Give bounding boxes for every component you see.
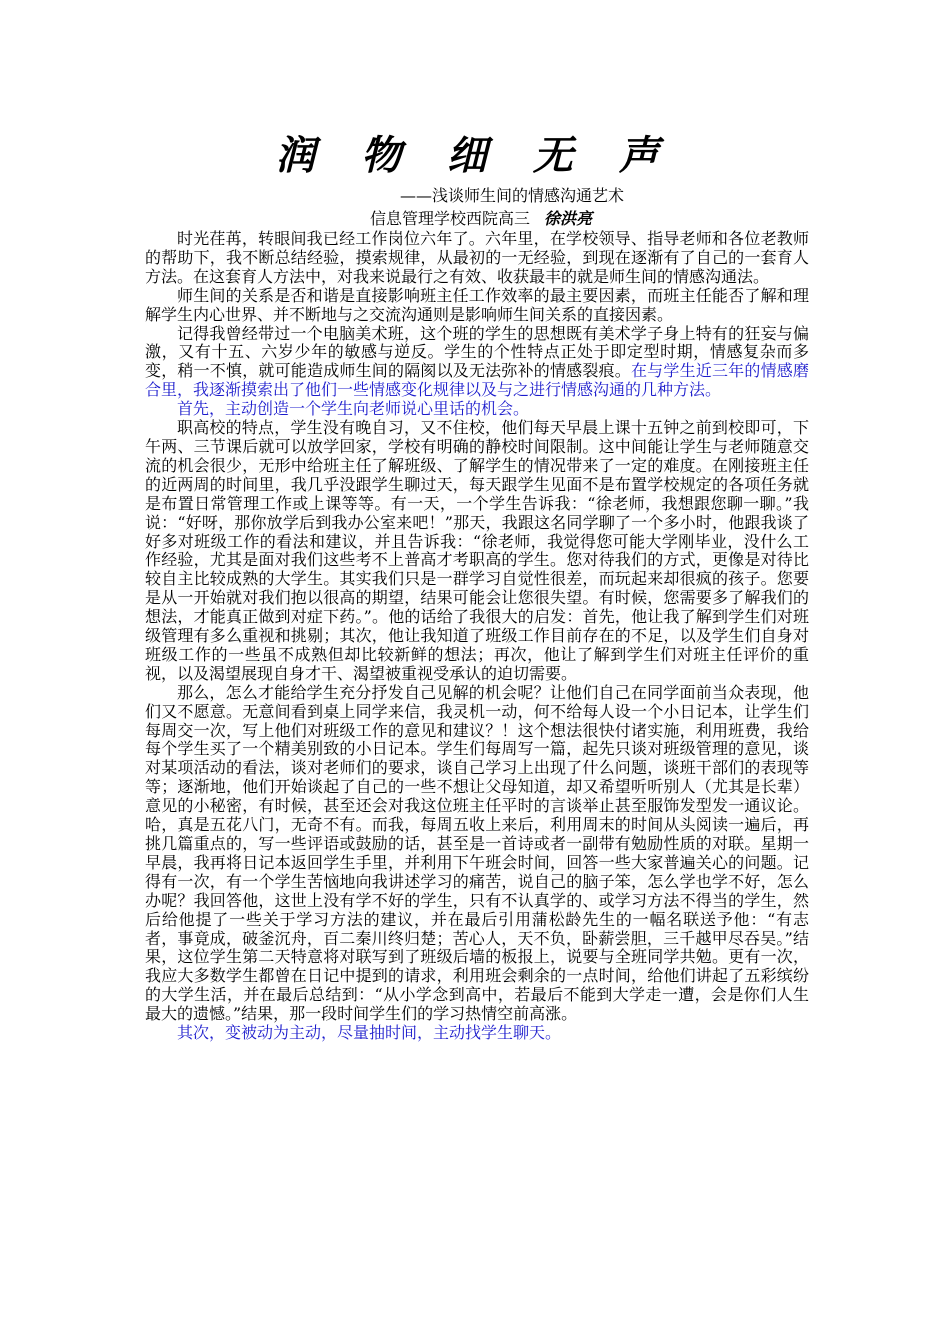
paragraph (145, 230, 809, 287)
affiliation: 信息管理学校西院高三 (370, 209, 531, 228)
paragraph (145, 287, 809, 325)
author-name: 徐洪亮 (544, 209, 593, 228)
paragraph (145, 419, 809, 684)
paragraph (145, 325, 809, 401)
paragraph-text: 师生间的关系是否和谐是直接影响班主任工作效率的最主要因素，而班主任能否了解和理解学生内心世界、并不断地与之交流沟通则是影响师生间关系的直接因素。 (145, 285, 809, 324)
paragraph-text: 那么，怎么才能给学生充分抒发自己见解的机会呢？让他们自己在同学面前当众表现，他们又不愿意。无意间看到桌上同学来信，我灵机一动，何不给每人设一个小日记本，让学生们每周交一次，写上他们对班级工作的意见和建议？！这个想法很快付诸实施，利用班费，我给每个学生买了一个精美别致的小日记本。学生们每周写一篇，起先只谈对班级管理的意见，谈对某项活动的看法，谈对老师们的要求，谈自己学习上出现了什么问题，谈班干部们的表现等等；逐渐地，他们开始谈起了自己的一些不想让父母知道，却又希望听听别人（尤其是长辈）意见的小秘密，有时候，甚至还会对我这位班主任平时的言谈举止甚至服饰发型发一通议论。哈，真是五花八门，无奇不有。而我，每周五收上来后，利用周末的时间从头阅读一遍后，再挑几篇重点的，写一些评语或鼓励的话，甚至是一首诗或者一副带有勉励性质的对联。星期一早晨，我再将日记本返回学生手里，并利用下午班会时间，回答一些大家普遍关心的问题。记得有一次，有一个学生苦恼地向我讲述学习的痛苦，说自己的脑子笨，怎么学也学不好，怎么办呢？我回答他，这世上没有学不好的学生，只有不认真学的、或学习方法不得当的学生，然后给他提了一些关于学习方法的建议，并在最后引用蒲松龄先生的一幅名联送予他：“有志者，事竟成，破釜沉舟，百二秦川终归楚；苦心人，天不负，卧薪尝胆，三千越甲尽吞吴。”结果，这位学生第二天特意将对联写到了班级后墙的板报上，说要与全班同学共勉。更有一次，我应大多数学生都曾在日记中提到的请求，利用班会剩余的一点时间，给他们讲起了五彩缤纷的大学生活，并在最后总结到：“从小学念到高中，若最后不能到大学走一遭，会是你们人生最大的遗憾。”结果，那一段时间学生们的学习热情空前高涨。 (145, 682, 809, 1024)
byline (370, 206, 592, 229)
paragraph-text: 职高校的特点，学生没有晚自习，又不住校，他们每天早晨上课十五钟之前到校即可，下午两、三节课后就可以放学回家，学校有明确的静校时间限制。这中间能让学生与老师随意交流的机会很少，无形中给班主任了解班级、了解学生的情况带来了一定的难度。在刚接班主任的近两周的时间里，我几乎没跟学生聊过天，每天跟学生见面不是布置学校规定的各项任务就是布置日常管理工作或上课等等。有一天，一个学生告诉我：“徐老师，我想跟您聊一聊。”我说：“好呀，那你放学后到我办公室来吧！”那天，我跟这名同学聊了一个多小时，他跟我谈了好多对班级工作的看法和建议，并且告诉我：“徐老师，我觉得您可能大学刚毕业，没什么工作经验，尤其是面对我们这些考不上普高才考职高的学生。您对待我们的方式，更像是对待比较自主比较成熟的大学生。其实我们只是一群学习自觉性很差，而玩起来却很疯的孩子。您要是从一开始就对我们抱以很高的期望，结果可能会让您很失望。有时候，您需要多了解我们的想法，才能真正做到对症下药。”。他的话给了我很大的启发：首先，他让我了解到学生们对班级管理有多么重视和挑剔；其次，他让我知道了班级工作目前存在的不足，以及学生们自身对班级工作的一些虽不成熟但却比较新鲜的想法；再次，他让了解到学生们对班主任评价的重视，以及渴望展现自身才干、渴望被重视受承认的迫切需要。 (145, 418, 809, 683)
page-subtitle: ——浅谈师生间的情感沟通艺术 (400, 186, 625, 205)
paragraph-text: 记得我曾经带过一个电脑美术班，这个班的学生的思想既有美术学子身上特有的狂妄与偏激，又有十五、六岁少年的敏感与逆反。学生的个性特点正处于即定型时期，情感复杂而多变，稍一不慎，就可能造成师生间的隔阂以及无法弥补的情感裂痕。 (145, 323, 809, 381)
section-heading (145, 1024, 809, 1043)
section-heading-text: 其次，变被动为主动，尽量抽时间，主动找学生聊天。 (177, 1023, 562, 1043)
page-title: 润 物 细 无 声 (275, 132, 675, 179)
paragraph (145, 684, 809, 1024)
section-heading (145, 400, 809, 419)
paragraph-highlight: 在与学生近三年的情感磨合里，我逐渐摸索出了他们一些情感变化规律以及与之进行情感沟通的几种方法。 (145, 361, 809, 400)
section-heading-text: 首先，主动创造一个学生向老师说心里话的机会。 (177, 399, 530, 419)
paragraph-text: 时光荏苒，转眼间我已经工作岗位六年了。六年里，在学校领导、指导老师和各位老教师的帮助下，我不断总结经验，摸索规律，从最初的一无经验，到现在逐渐有了自己的一套育人方法。在这套育人方法中，对我来说最行之有效、收获最丰的就是师生间的情感沟通法。 (145, 229, 809, 286)
article-body (145, 230, 809, 1043)
